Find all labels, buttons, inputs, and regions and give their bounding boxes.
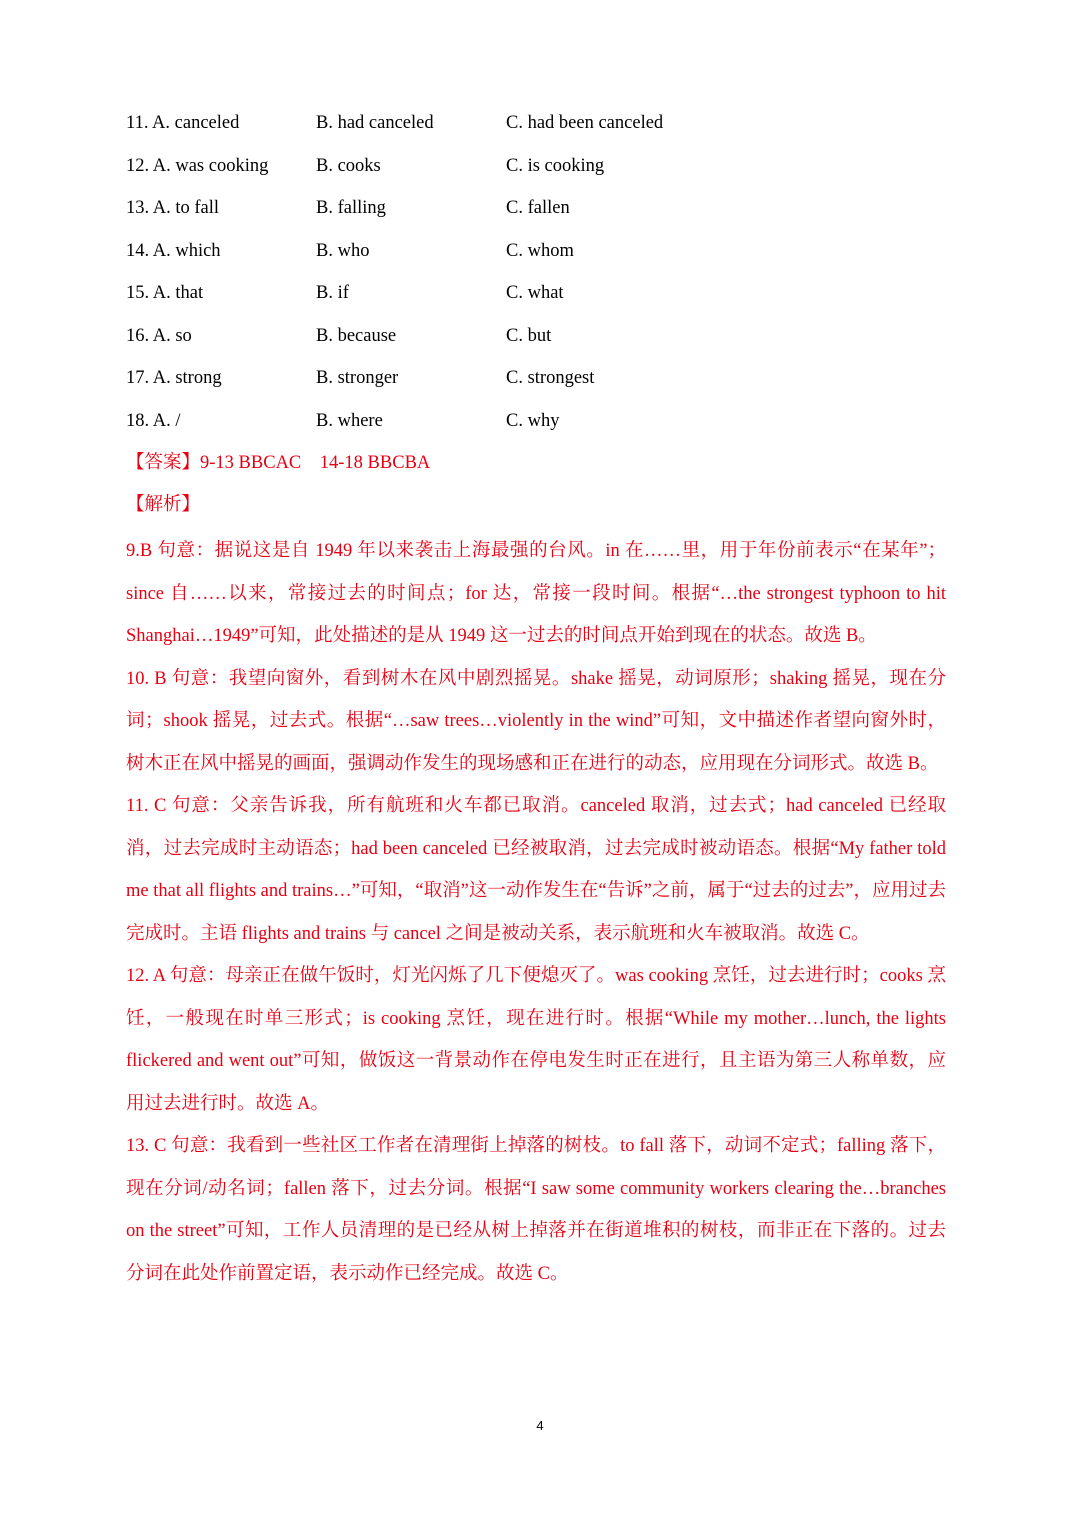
option-row-15 bbox=[126, 276, 956, 319]
option-b: B. because bbox=[316, 325, 397, 346]
option-c: C. had been canceled bbox=[506, 113, 664, 133]
option-row-17 bbox=[126, 361, 956, 404]
option-row-16 bbox=[126, 319, 956, 362]
option-c: C. whom bbox=[506, 240, 574, 261]
option-b: B. who bbox=[316, 240, 370, 261]
option-row-18 bbox=[126, 404, 956, 447]
options-list bbox=[126, 106, 956, 446]
option-a: 12. A. was cooking bbox=[126, 155, 269, 176]
option-b: B. where bbox=[316, 410, 383, 431]
option-c: C. what bbox=[506, 283, 564, 303]
option-b: B. cooks bbox=[316, 155, 381, 176]
option-c: C. but bbox=[506, 325, 552, 346]
option-a: 18. A. / bbox=[126, 410, 181, 431]
option-row-14 bbox=[126, 234, 956, 277]
option-row-12 bbox=[126, 149, 956, 192]
option-a: 11. A. canceled bbox=[126, 113, 240, 133]
answer-line bbox=[126, 448, 430, 478]
option-row-13 bbox=[126, 191, 956, 234]
option-c: C. fallen bbox=[506, 198, 570, 218]
option-b: B. stronger bbox=[316, 368, 399, 388]
answer-label: 【答案】 bbox=[126, 453, 201, 473]
option-a: 14. A. which bbox=[126, 240, 221, 261]
option-row-11 bbox=[126, 106, 956, 149]
option-b: B. if bbox=[316, 283, 349, 303]
option-a: 15. A. that bbox=[126, 283, 204, 303]
option-a: 17. A. strong bbox=[126, 368, 222, 388]
answer-text: 9-13 BBCAC 14-18 BBCBA bbox=[200, 453, 431, 473]
option-c: C. why bbox=[506, 410, 560, 431]
explanation-13: 13. C 句意：我看到一些社区工作者在清理街上掉落的树枝。to fall 落下，动词不定式；falling 落下，现在分词/动名词；fallen 落下，过去分词。根据“I saw some community workers clearing the…branches on the street”可知，工作人员清理的是已经从树上掉落并在街道堆积的树枝，而非正在下落的。过去分词在此处作前置定语，表示动作已经完成。故选 C。 bbox=[126, 1136, 946, 1284]
option-a: 13. A. to fall bbox=[126, 198, 220, 218]
option-a: 16. A. so bbox=[126, 325, 192, 346]
option-c: C. is cooking bbox=[506, 155, 605, 176]
explanations bbox=[126, 530, 946, 1295]
explanation-10: 10. B 句意：我望向窗外，看到树木在风中剧烈摇晃。shake 摇晃，动词原形；shaking 摇晃，现在分词；shook 摇晃，过去式。根据“…saw trees…violently in the wind”可知，文中描述作者望向窗外时，树木正在风中摇晃的画面，强调动作发生的现场感和正在进行的动态，应用现在分词形式。故选 B。 bbox=[126, 668, 946, 774]
option-b: B. falling bbox=[316, 198, 386, 218]
option-b: B. had canceled bbox=[316, 113, 434, 133]
explanation-9: 9.B 句意：据说这是自 1949 年以来袭击上海最强的台风。in 在……里，用于年份前表示“在某年”；since 自……以来，常接过去的时间点；for 达，常接一段时间。根据“…the strongest typhoon to hit Shanghai…1949”可知，此处描述的是从 1949 这一过去的时间点开始到现在的状态。故选 B。 bbox=[126, 541, 946, 646]
page-number: 4 bbox=[536, 1418, 544, 1433]
explanation-12: 12. A 句意：母亲正在做午饭时，灯光闪烁了几下便熄灭了。was cooking 烹饪，过去进行时；cooks 烹饪，一般现在时单三形式；is cooking 烹饪，现在进行时。根据“While my mother…lunch, the lights flickered and went out”可知，做饭这一背景动作在停电发生时正在进行，且主语为第三人称单数，应用过去进行时。故选 A。 bbox=[126, 966, 946, 1114]
explanation-11: 11. C 句意：父亲告诉我，所有航班和火车都已取消。canceled 取消，过去式；had canceled 已经取消，过去完成时主动语态；had been canceled 已经被取消，过去完成时被动语态。根据“My father told me that all flights and trains…”可知，“取消”这一动作发生在“告诉”之前，属于“过去的过去”，应用过去完成时。主语 flights and trains 与 cancel 之间是被动关系，表示航班和火车被取消。故选 C。 bbox=[126, 796, 946, 944]
option-c: C. strongest bbox=[506, 368, 595, 388]
analysis-heading: 【解析】 bbox=[126, 495, 201, 515]
